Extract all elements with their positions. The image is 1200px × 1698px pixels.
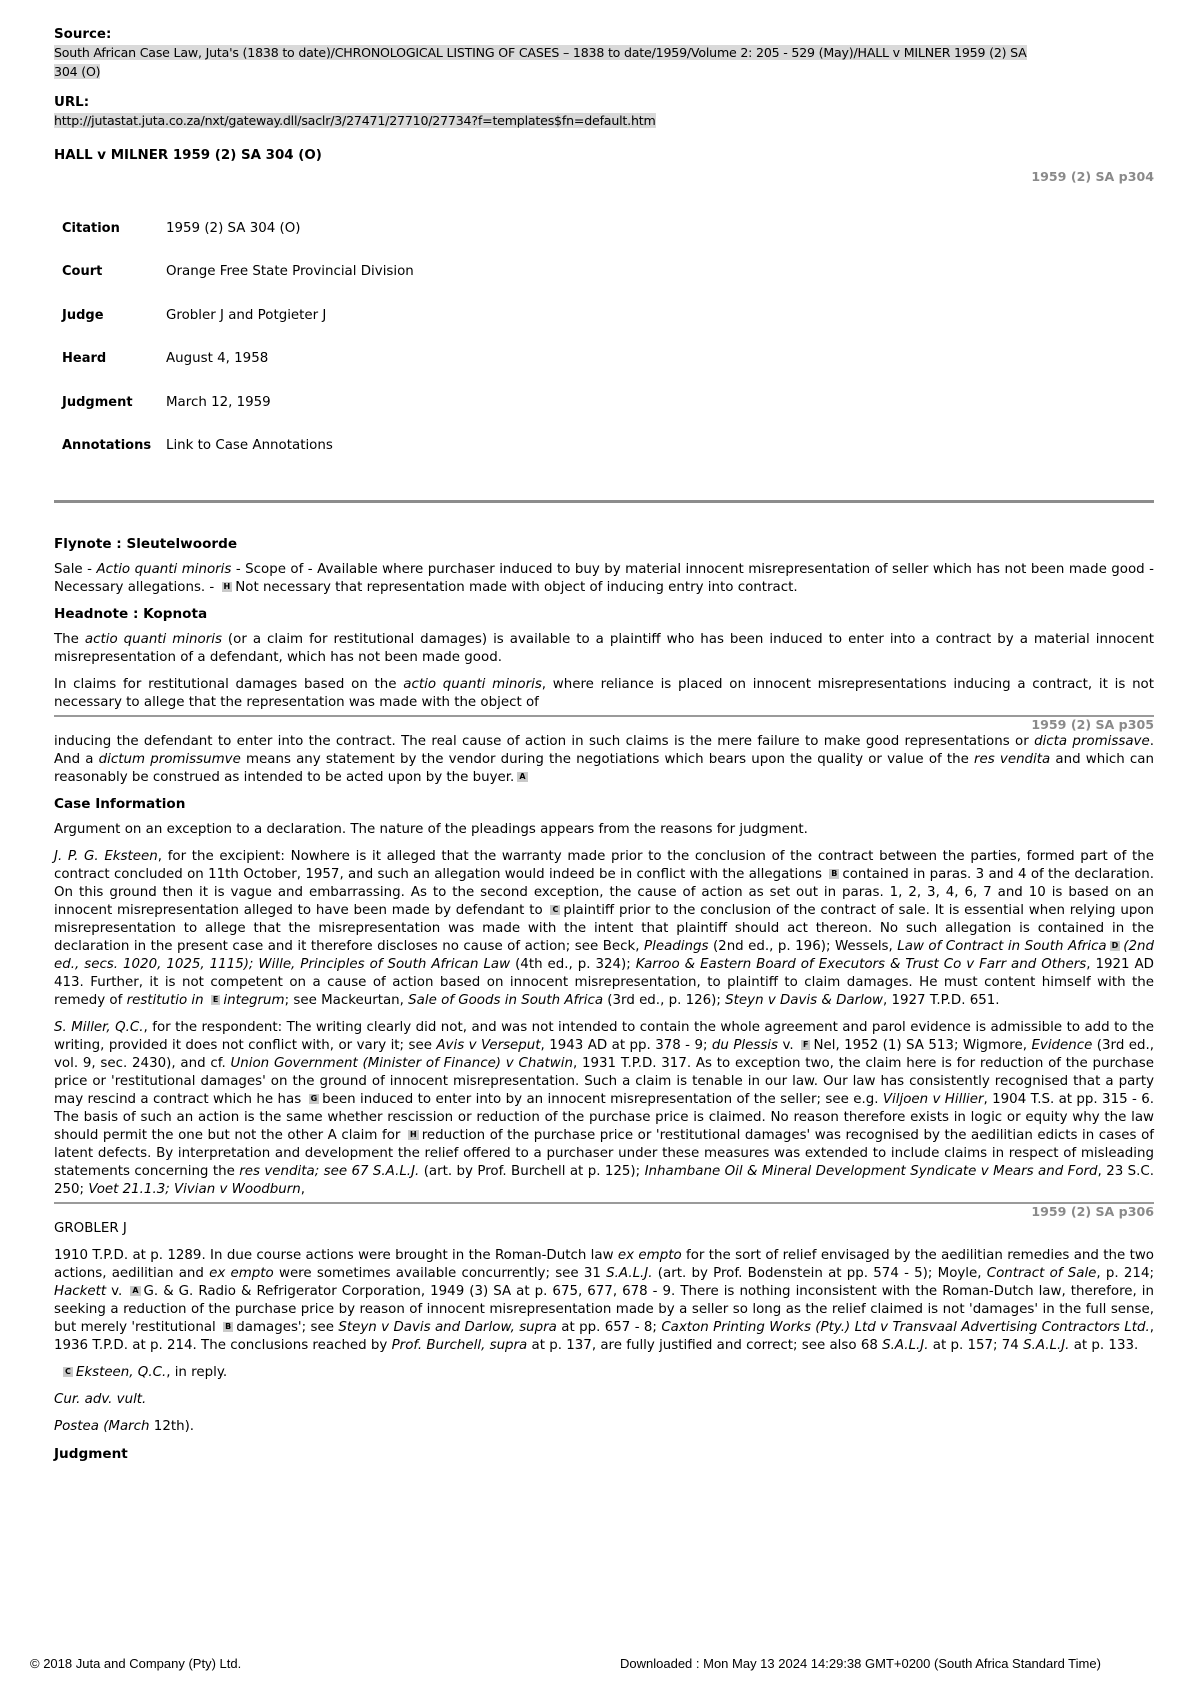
text-run: (2nd ed., p. 196); Wessels, (708, 939, 898, 954)
text-run: Avis v Verseput (436, 1038, 541, 1053)
text-run: , 1943 AD at pp. 378 - 9; (540, 1038, 712, 1053)
running-head-grobler: GROBLER J (54, 1221, 127, 1236)
text-run: , for the excipient: Nowhere is it alleged that the warranty made prior to the conclusion of the contract between the parties, formed part of the contract concluded on 11th October, 1957, and such an allegation would indeed be in conflict with the allegations (54, 849, 1154, 882)
text-run: Law of Contract in South Africa (897, 939, 1107, 954)
text-run: , 1927 T.P.D. 651. (882, 993, 1000, 1008)
text-run: , 1931 T.P.D. 317. As to exception two, the claim here is for reduction of the purchase price or 'restitutional damages' on the ground of innocent misrepresentation. Such a claim is tenable in our law. Our law has consistently recognised that a party may rescind a contract which he has (54, 1056, 1154, 1107)
text-run: , for the respondent: The writing clearly did not, and was not intended to contain the whole agreement and parol evidence is admissible to add to the writing, provided it does not conflict with, or vary it; see (54, 1020, 1154, 1053)
text-run: (art. by Prof. Burchell at p. 125); (419, 1164, 645, 1179)
reply-line (60, 1364, 1154, 1382)
text-run: , where reliance is placed on innocent misrepresentations inducing a contract, it is not necessary to allege that the representation was made with the object of (54, 677, 1155, 710)
text-run: contained in paras. 3 and 4 of the declaration. On this ground then it is vague and embarrassing. As to the second exception, the cause of action as set out in paras. 1, 2, 3, 4, 6, 7 and 10 is based on an innocent misrepresentation alleged to have been made by defendant to (54, 867, 1154, 918)
text-run: Steyn v Davis and Darlow, supra (338, 1320, 557, 1335)
text-run: been induced to enter into by an innocent misrepresentation of the seller; see e.g. (322, 1092, 883, 1107)
url-block (54, 94, 1154, 131)
text-run: Steyn v Davis & Darlow (725, 993, 883, 1008)
page-ref-306: 1959 (2) SA p306 (1031, 1204, 1154, 1219)
excipient-argument (54, 848, 1154, 1010)
text-run: Postea (March (54, 1419, 150, 1434)
text-run: (or a claim for restitutional damages) is available to a plaintiff who has been induced to enter into a contract by a material innocent misrepresentation of a defendant, which has not been made good. (54, 632, 1154, 665)
text-run: plaintiff prior to the conclusion of the contract of sale. It is essential when relying upon misrepresentation to allege that the misrepresentation was made with the intent that plaintiff should act thereon. No such allegation is contained in the declaration in the present case and it therefore discloses no cause of action; see Beck, (54, 903, 1154, 954)
judgment-heading: Judgment (54, 1446, 128, 1462)
text-run: at p. 157; 74 (928, 1338, 1024, 1353)
case-title: HALL v MILNER 1959 (2) SA 304 (O) (54, 148, 322, 163)
source-path-line2: 304 (O) (54, 64, 101, 79)
text-run: (3rd ed., vol. 9, sec. 2430), and cf. (54, 1038, 1154, 1071)
text-run: restitutio in (126, 993, 208, 1008)
margin-marker-a: A (519, 772, 526, 781)
text-run: Actio quanti minoris (96, 562, 232, 577)
flynote-heading: Flynote : Sleutelwoorde (54, 536, 238, 552)
judge-value: Grobler J and Potgieter J (166, 307, 327, 323)
margin-marker-h: H (409, 1130, 417, 1139)
page-ref-304: 1959 (2) SA p304 (1031, 169, 1154, 184)
margin-marker-c: C (65, 1367, 71, 1376)
text-run: ; see Mackeurtan, (284, 993, 409, 1008)
headnote-para-1 (54, 631, 1154, 667)
text-run: inducing the defendant to enter into the contract. The real cause of action in such claims is the mere failure to make good representations or (54, 734, 1035, 749)
heard-value: August 4, 1958 (166, 351, 269, 367)
margin-marker-f: F (803, 1040, 809, 1049)
meta-row-citation (62, 207, 414, 251)
text-run: (2nd ed., secs. 1020, 1025, 1115); Wille, Principles of South African Law (54, 939, 1155, 972)
text-run: 1910 T.P.D. at p. 1289. In due course actions were brought in the Roman-Dutch law (54, 1248, 618, 1263)
section-divider (54, 500, 1154, 503)
source-label: Source: (54, 27, 112, 42)
headnote-para-3 (54, 733, 1154, 787)
text-run: - Scope of - Available where purchaser induced to buy by material innocent misrepresentation of seller which has not been made good - Necessary allegations. - (54, 562, 1154, 595)
text-run: S.A.L.J. (882, 1338, 929, 1353)
text-run: (4th ed., p. 324); (510, 957, 636, 972)
url-link[interactable]: http://jutastat.juta.co.za/nxt/gateway.dll/saclr/3/27471/27710/27734?f=templates$fn=default.htm (54, 113, 656, 128)
text-run: actio quanti minoris (84, 632, 222, 647)
text-run: were sometimes available concurrently; see 31 (273, 1266, 607, 1281)
text-run: The (54, 632, 85, 647)
text-run: G. & G. Radio & Refrigerator Corporation, 1949 (3) SA at p. 675, 677, 678 - 9. There is nothing inconsistent with the Roman-Dutch law, therefore, in seeking a reduction of the purchase price by reason of innocent misrepresentation made by a seller so long as the relief claimed is not 'damages' in the full sense, but merely 'restitutional (54, 1284, 1155, 1335)
text-run: , (300, 1182, 306, 1197)
footer-downloaded: Downloaded : Mon May 13 2024 14:29:38 GMT+0200 (South Africa Standard Time) (620, 1656, 1101, 1671)
margin-marker-b: B (831, 869, 838, 878)
judgment-value: March 12, 1959 (166, 394, 271, 410)
text-run: , 1936 T.P.D. at p. 214. The conclusions reached by (54, 1320, 1154, 1353)
text-run: means any statement by the vendor during the negotiations which bears upon the quality or value of the (240, 752, 975, 767)
text-run: Viljoen v Hillier (882, 1092, 984, 1107)
judge-label: Judge (62, 307, 104, 323)
text-run: res vendita (974, 752, 1051, 767)
annotations-link[interactable]: Link to Case Annotations (166, 438, 333, 454)
headnote-para-2 (54, 676, 1154, 712)
text-run: v. (778, 1038, 799, 1053)
grobler-para-1 (54, 1247, 1154, 1355)
text-run: at pp. 657 - 8; (556, 1320, 662, 1335)
text-run: for the sort of relief envisaged by the aedilitian remedies and the two actions, aedilitian and (54, 1248, 1154, 1281)
text-run: Cur. adv. vult. (54, 1392, 147, 1407)
text-run: Union Government (Minister of Finance) v Chatwin (230, 1056, 573, 1071)
citation-label: Citation (62, 220, 120, 236)
text-run: Pleadings (644, 939, 709, 954)
text-run: , in reply. (166, 1365, 228, 1380)
case-info-para-1: Argument on an exception to a declaration. The nature of the pleadings appears from the reasons for judgment. (54, 822, 808, 837)
text-run: Eksteen, Q.C. (75, 1365, 167, 1380)
margin-marker-c: C (552, 905, 559, 914)
meta-row-heard (62, 338, 414, 382)
margin-marker-g: G (310, 1094, 318, 1103)
text-run: , p. 214; (1096, 1266, 1154, 1281)
text-run: . And a (54, 734, 1154, 767)
source-path-line1: South African Case Law, Juta's (1838 to date)/CHRONOLOGICAL LISTING OF CASES – 1838 to date/1959/Volume 2: 205 - 529 (May)/HALL v MILNER 1959 (2) SA (54, 45, 1027, 60)
text-run: Inhambane Oil & Mineral Development Syndicate v Mears and Ford (644, 1164, 1098, 1179)
text-run: Not necessary that representation made with object of inducing entry into contract. (235, 580, 798, 595)
cur-adv-vult (54, 1391, 1154, 1409)
case-metadata-table (62, 207, 414, 468)
text-run: , 1921 AD 413. Further, it is not competent on a cause of action based on innocent misrepresentation, to plaintiff to claim damages. He must content himself with the remedy of (54, 957, 1154, 1008)
court-value: Orange Free State Provincial Division (166, 264, 414, 280)
postea-line (54, 1418, 1154, 1436)
text-run: S. Miller, Q.C. (54, 1020, 144, 1035)
headnote-heading: Headnote : Kopnota (54, 606, 208, 622)
url-label: URL: (54, 95, 90, 110)
text-run: J. P. G. Eksteen (54, 849, 158, 864)
text-run: Evidence (1031, 1038, 1093, 1053)
text-run: Hackett (54, 1284, 107, 1299)
margin-marker-h: H (223, 582, 231, 591)
text-run: Karroo & Eastern Board of Executors & Trust Co v Farr and Others (635, 957, 1087, 972)
text-run: (3rd ed., p. 126); (603, 993, 726, 1008)
margin-marker-e: E (212, 995, 219, 1004)
text-run: integrum (223, 993, 285, 1008)
footer-copyright: © 2018 Juta and Company (Pty) Ltd. (30, 1656, 242, 1671)
text-run: 12th). (149, 1419, 195, 1434)
text-run: at p. 133. (1069, 1338, 1139, 1353)
heard-label: Heard (62, 351, 107, 367)
meta-row-judge (62, 294, 414, 338)
text-run: damages'; see (236, 1320, 339, 1335)
text-run: Voet 21.1.3; Vivian v Woodburn (88, 1182, 301, 1197)
text-run: , 1904 T.S. at pp. 315 - 6. The basis of such an action is the same whether rescission or reduction of the purchase price is claimed. No reason therefore exists in logic or equity why the law should permit the one but not the other A claim for (54, 1092, 1154, 1143)
annotations-label: Annotations (62, 438, 152, 454)
text-run: , 23 S.C. 250; (54, 1164, 1155, 1197)
text-run: v. (106, 1284, 128, 1299)
source-block (54, 26, 1154, 82)
text-run: dictum promissumve (98, 752, 241, 767)
margin-marker-b: B (225, 1322, 232, 1331)
text-run: and which can reasonably be construed as intended to be acted upon by the buyer. (54, 752, 1154, 785)
margin-marker-d: D (1111, 941, 1119, 950)
document-page (54, 26, 1154, 1471)
page-ref-305: 1959 (2) SA p305 (1031, 717, 1154, 732)
meta-row-judgment (62, 381, 414, 425)
text-run: Caxton Printing Works (Pty.) Ltd v Transvaal Advertising Contractors Ltd. (661, 1320, 1150, 1335)
case-information-heading: Case Information (54, 796, 186, 812)
text-run: Contract of Sale (986, 1266, 1097, 1281)
text-run: In claims for restitutional damages based on the (54, 677, 404, 692)
text-run: (art. by Prof. Bodenstein at pp. 574 - 5); Moyle, (652, 1266, 987, 1281)
text-run: Prof. Burchell, supra (391, 1338, 528, 1353)
flynote-text (54, 561, 1154, 597)
text-run: dicta promissave (1034, 734, 1150, 749)
meta-row-annotations (62, 425, 414, 469)
text-run: ex empto (617, 1248, 682, 1263)
text-run: S.A.L.J. (1023, 1338, 1070, 1353)
respondent-argument (54, 1019, 1154, 1199)
text-run: reduction of the purchase price or 'restitutional damages' was recognised by the aedilitian edicts in cases of latent defects. By interpretation and development the relief offered to a purchaser under these measures was extended to include claims in respect of misleading statements concerning the (54, 1128, 1154, 1179)
citation-value: 1959 (2) SA 304 (O) (166, 220, 301, 236)
court-label: Court (62, 264, 103, 280)
meta-row-court (62, 251, 414, 295)
text-run: res vendita (239, 1164, 315, 1179)
text-run: Nel, 1952 (1) SA 513; Wigmore, (813, 1038, 1032, 1053)
text-run: du Plessis (711, 1038, 779, 1053)
text-run: ex empto (209, 1266, 274, 1281)
margin-marker-a: A (132, 1286, 139, 1295)
judgment-label: Judgment (62, 394, 133, 410)
text-run: Sale - (54, 562, 97, 577)
text-run: ; see 67 S.A.L.J. (314, 1164, 420, 1179)
text-run: actio quanti minoris (403, 677, 542, 692)
text-run: S.A.L.J. (606, 1266, 653, 1281)
text-run: at p. 137, are fully justified and correct; see also 68 (527, 1338, 883, 1353)
text-run: Sale of Goods in South Africa (408, 993, 604, 1008)
